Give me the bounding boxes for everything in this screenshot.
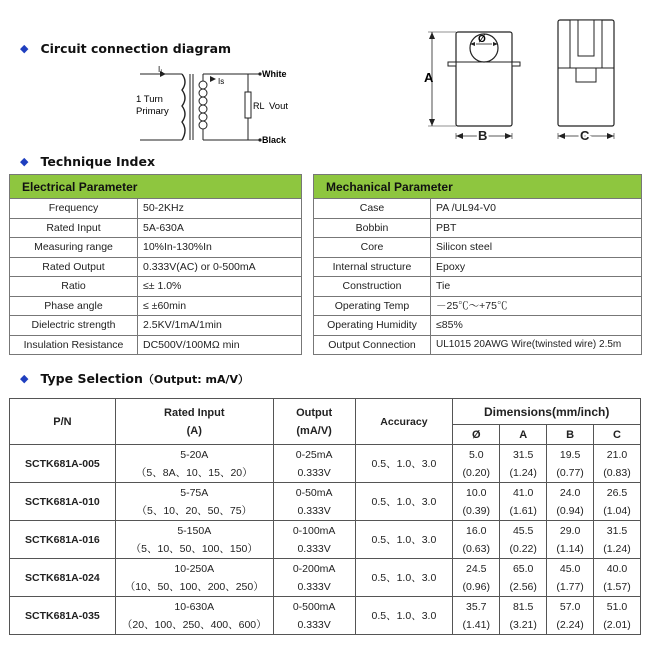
- table-row: [314, 296, 642, 316]
- b-cell: 57.0 (2.24): [547, 597, 594, 635]
- type-selection-table: [9, 398, 641, 635]
- table-row: [10, 257, 302, 277]
- param-label: Insulation Resistance: [10, 335, 138, 355]
- dimension-drawing: [418, 8, 648, 148]
- type-title-suffix: （Output: mA/V）: [142, 373, 249, 386]
- param-label: Construction: [314, 277, 431, 297]
- table-row: [314, 218, 642, 238]
- accuracy-cell: 0.5、1.0、3.0: [355, 597, 453, 635]
- pn-cell: SCTK681A-010: [10, 483, 116, 521]
- c-cell: 51.0 (2.01): [594, 597, 641, 635]
- header-phi: Ø: [453, 425, 500, 445]
- primary-label-line2: Primary: [136, 106, 169, 117]
- rl-resistor: [245, 92, 251, 118]
- param-label: Ratio: [10, 277, 138, 297]
- param-label: Operating Temp: [314, 296, 431, 316]
- a-dim-label: A: [424, 70, 434, 85]
- a-cell: 65.0 (2.56): [500, 559, 547, 597]
- circuit-title-text: Circuit connection diagram: [40, 41, 232, 56]
- table-row: [10, 559, 641, 597]
- header-dimensions: Dimensions(mm/inch): [453, 399, 641, 425]
- table-row: [10, 316, 302, 336]
- param-label: Internal structure: [314, 257, 431, 277]
- param-label: Phase angle: [10, 296, 138, 316]
- table-row: [10, 199, 302, 219]
- table-row: [10, 335, 302, 355]
- c-dim-label: C: [580, 128, 590, 143]
- table-row: [10, 218, 302, 238]
- diamond-bullet-icon: ◆: [20, 155, 29, 168]
- param-value: 0.333V(AC) or 0-500mA: [138, 257, 302, 277]
- table-row: [314, 238, 642, 258]
- b-cell: 19.5 (0.77): [547, 445, 594, 483]
- is-label: Is: [218, 77, 225, 86]
- phi-cell: 35.7 (1.41): [453, 597, 500, 635]
- c-cell: 26.5 (1.04): [594, 483, 641, 521]
- table-row: [10, 483, 641, 521]
- rated-input-cell: 10-250A （10、50、100、200、250）: [115, 559, 273, 597]
- mechanical-table-title: Mechanical Parameter: [314, 175, 642, 199]
- phi-cell: 10.0 (0.39): [453, 483, 500, 521]
- pn-cell: SCTK681A-024: [10, 559, 116, 597]
- section-technique-title: [20, 154, 155, 169]
- c-cell: 40.0 (1.57): [594, 559, 641, 597]
- electrical-parameter-table: [9, 174, 302, 355]
- b-cell: 45.0 (1.77): [547, 559, 594, 597]
- output-cell: 0-200mA 0.333V: [273, 559, 355, 597]
- a-cell: 45.5 (0.22): [500, 521, 547, 559]
- black-label: Black: [262, 135, 287, 145]
- vout-label: Vout: [269, 101, 289, 112]
- table-row: [314, 316, 642, 336]
- header-pn: P/N: [10, 399, 116, 445]
- table-row: [10, 277, 302, 297]
- param-value: Silicon steel: [431, 238, 642, 258]
- type-title-text: Type Selection: [40, 371, 143, 386]
- b-cell: 29.0 (1.14): [547, 521, 594, 559]
- primary-coil: [182, 74, 185, 140]
- a-cell: 41.0 (1.61): [500, 483, 547, 521]
- table-row: [314, 257, 642, 277]
- param-value: －25℃～+75℃: [431, 296, 642, 316]
- param-label: Dielectric strength: [10, 316, 138, 336]
- rated-input-cell: 5-150A （5、10、50、100、150）: [115, 521, 273, 559]
- output-cell: 0-100mA 0.333V: [273, 521, 355, 559]
- table-row: [314, 277, 642, 297]
- param-label: Operating Humidity: [314, 316, 431, 336]
- table-row: [314, 199, 642, 219]
- param-value: 10%In-130%In: [138, 238, 302, 258]
- table-row: [314, 335, 642, 355]
- accuracy-cell: 0.5、1.0、3.0: [355, 559, 453, 597]
- param-value: 50-2KHz: [138, 199, 302, 219]
- param-label: Frequency: [10, 199, 138, 219]
- accuracy-cell: 0.5、1.0、3.0: [355, 445, 453, 483]
- secondary-arrow-icon: [210, 76, 216, 82]
- header-c: C: [594, 425, 641, 445]
- param-label: Rated Output: [10, 257, 138, 277]
- primary-label-line1: 1 Turn: [136, 94, 163, 105]
- a-cell: 31.5 (1.24): [500, 445, 547, 483]
- i1-label: I₁: [158, 65, 163, 74]
- param-value: ≤85%: [431, 316, 642, 336]
- front-view: [448, 32, 520, 126]
- output-cell: 0-50mA 0.333V: [273, 483, 355, 521]
- param-label: Bobbin: [314, 218, 431, 238]
- section-type-title: [20, 371, 249, 387]
- param-value: DC500V/100MΩ min: [138, 335, 302, 355]
- circuit-diagram: [130, 62, 300, 147]
- header-rated-input: Rated Input (A): [115, 399, 273, 445]
- param-label: Core: [314, 238, 431, 258]
- phi-cell: 5.0 (0.20): [453, 445, 500, 483]
- param-value: 2.5KV/1mA/1min: [138, 316, 302, 336]
- rated-input-cell: 5-75A （5、10、20、50、75）: [115, 483, 273, 521]
- param-label: Case: [314, 199, 431, 219]
- param-value: Epoxy: [431, 257, 642, 277]
- b-dim-label: B: [478, 128, 488, 143]
- electrical-table-title: Electrical Parameter: [10, 175, 302, 199]
- c-cell: 31.5 (1.24): [594, 521, 641, 559]
- section-circuit-title: [20, 41, 231, 56]
- side-view: [558, 20, 614, 126]
- phi-dim-label: Ø: [478, 34, 486, 45]
- header-b: B: [547, 425, 594, 445]
- pn-cell: SCTK681A-005: [10, 445, 116, 483]
- pn-cell: SCTK681A-035: [10, 597, 116, 635]
- param-value: PBT: [431, 218, 642, 238]
- output-cell: 0-500mA 0.333V: [273, 597, 355, 635]
- diamond-bullet-icon: ◆: [20, 42, 29, 55]
- param-label: Output Connection: [314, 335, 431, 355]
- param-value: PA /UL94-V0: [431, 199, 642, 219]
- table-row: [10, 296, 302, 316]
- header-output: Output (mA/V): [273, 399, 355, 445]
- diamond-bullet-icon: ◆: [20, 372, 29, 385]
- param-value: Tie: [431, 277, 642, 297]
- output-cell: 0-25mA 0.333V: [273, 445, 355, 483]
- table-row: [10, 597, 641, 635]
- accuracy-cell: 0.5、1.0、3.0: [355, 521, 453, 559]
- rl-label: RL: [253, 101, 265, 111]
- mechanical-parameter-table: [313, 174, 642, 355]
- param-label: Measuring range: [10, 238, 138, 258]
- table-row: [10, 521, 641, 559]
- a-cell: 81.5 (3.21): [500, 597, 547, 635]
- param-value: 5A-630A: [138, 218, 302, 238]
- header-accuracy: Accuracy: [355, 399, 453, 445]
- rated-input-cell: 5-20A （5、8A、10、15、20）: [115, 445, 273, 483]
- accuracy-cell: 0.5、1.0、3.0: [355, 483, 453, 521]
- phi-cell: 16.0 (0.63): [453, 521, 500, 559]
- white-label: White: [262, 69, 287, 79]
- c-cell: 21.0 (0.83): [594, 445, 641, 483]
- header-a: A: [500, 425, 547, 445]
- pn-cell: SCTK681A-016: [10, 521, 116, 559]
- param-value: UL1015 20AWG Wire(twinsted wire) 2.5m: [431, 335, 642, 355]
- secondary-coil: [199, 81, 207, 129]
- param-label: Rated Input: [10, 218, 138, 238]
- table-row: [10, 445, 641, 483]
- param-value: ≤± 1.0%: [138, 277, 302, 297]
- param-value: ≤ ±60min: [138, 296, 302, 316]
- rated-input-cell: 10-630A （20、100、250、400、600）: [115, 597, 273, 635]
- table-row: [10, 238, 302, 258]
- technique-title-text: Technique Index: [40, 154, 156, 169]
- phi-cell: 24.5 (0.96): [453, 559, 500, 597]
- b-cell: 24.0 (0.94): [547, 483, 594, 521]
